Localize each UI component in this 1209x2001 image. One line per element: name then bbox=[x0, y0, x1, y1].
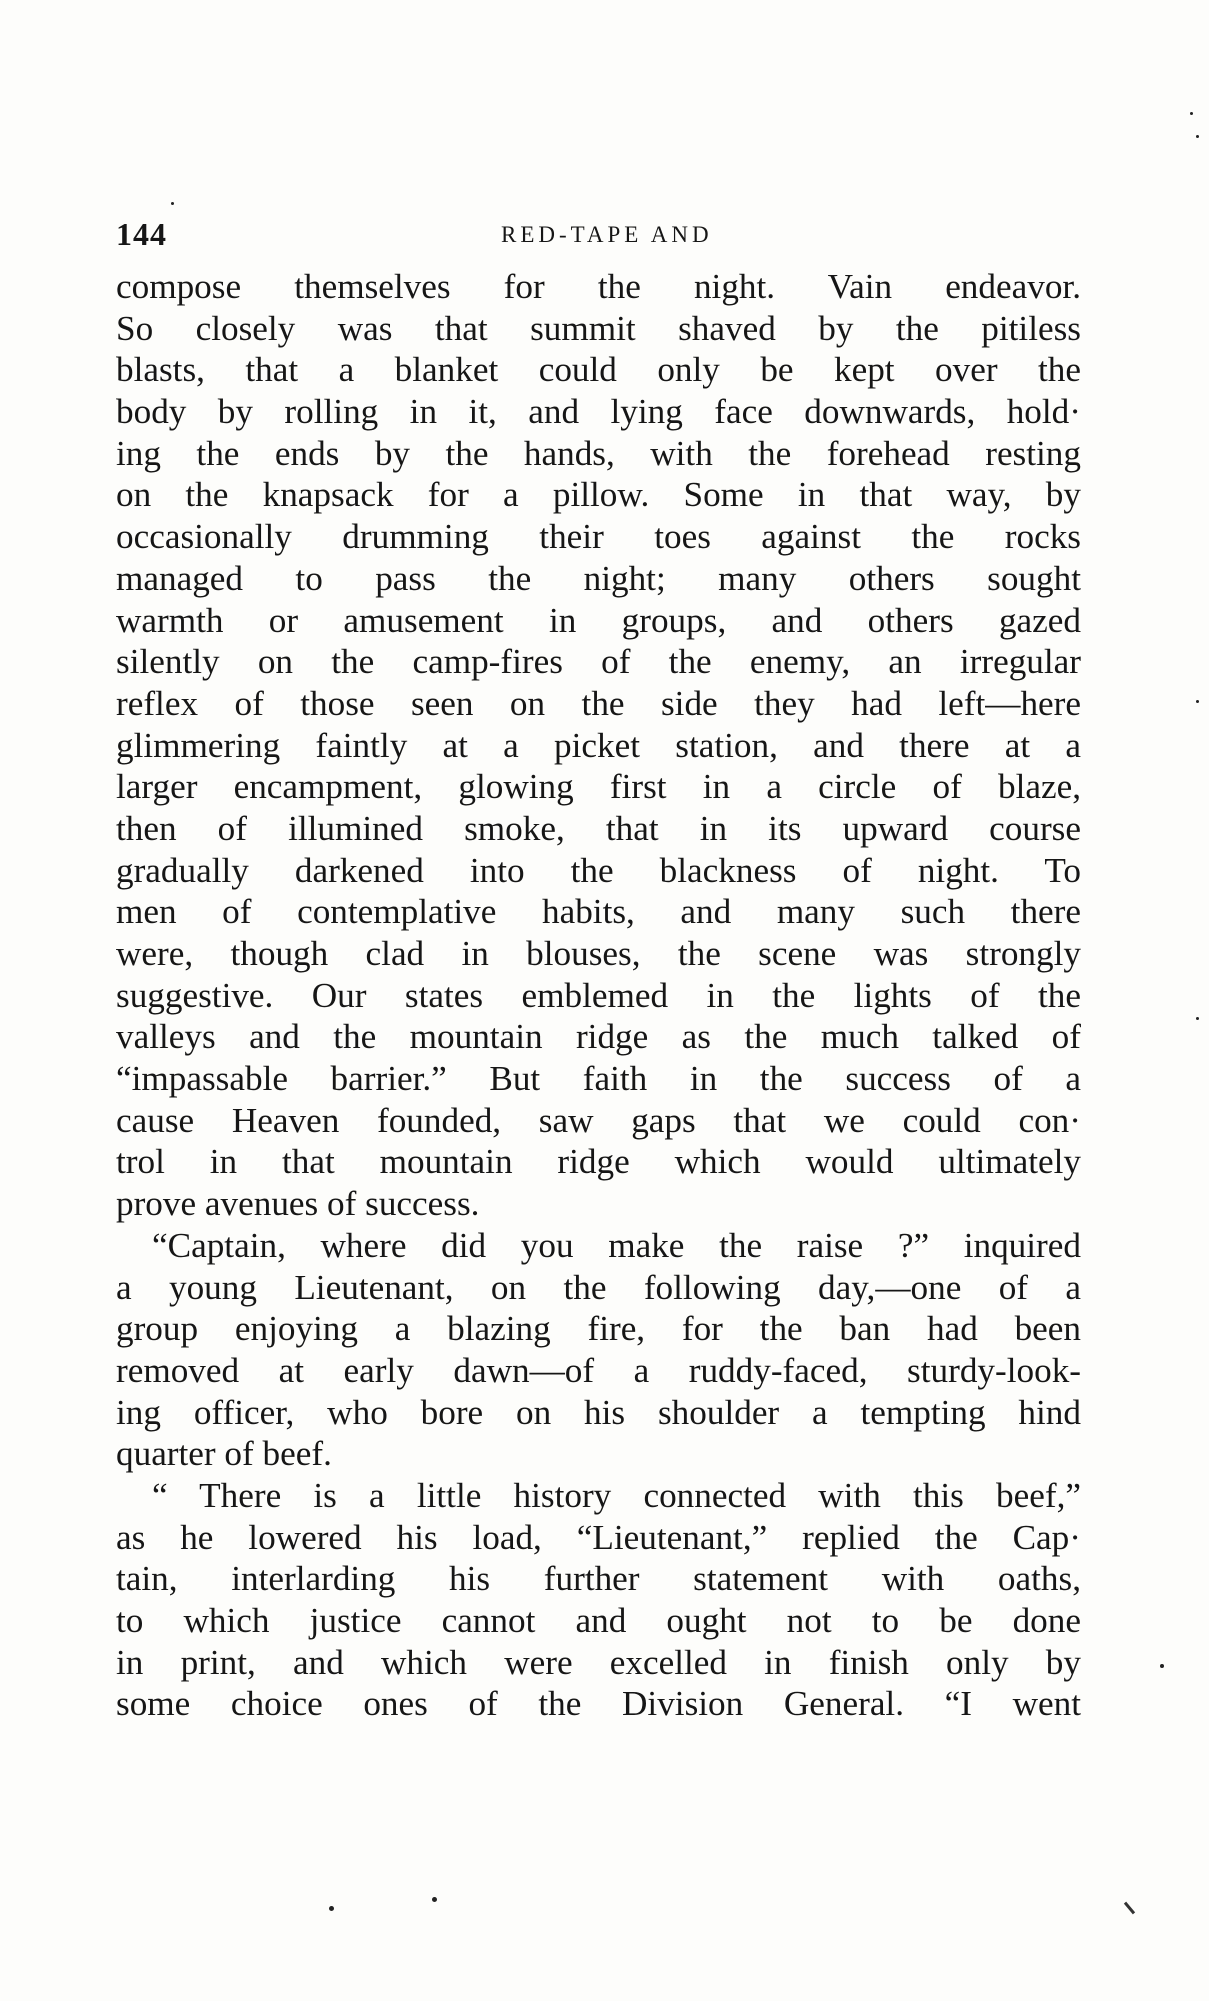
paragraph bbox=[116, 1225, 1081, 1475]
running-head: RED-TAPE AND bbox=[501, 222, 713, 247]
text-line: prove avenues of success. bbox=[116, 1184, 480, 1224]
text-line: body by rolling in it, and lying face downwards, hold· bbox=[116, 392, 1081, 432]
text-line: a young Lieutenant, on the following day,—one of a bbox=[116, 1267, 1081, 1307]
paragraph bbox=[116, 266, 1081, 1225]
body-text bbox=[116, 266, 1081, 1725]
print-speck bbox=[1190, 112, 1193, 115]
text-line: as he lowered his load, “Lieutenant,” replied the Cap· bbox=[116, 1517, 1081, 1557]
print-speck bbox=[1196, 700, 1199, 703]
text-line: ing officer, who bore on his shoulder a tempting hind bbox=[116, 1392, 1081, 1432]
text-line: men of contemplative habits, and many such there bbox=[116, 892, 1081, 932]
text-line: warmth or amusement in groups, and others gazed bbox=[116, 600, 1081, 640]
text-line: on the knapsack for a pillow. Some in that way, by bbox=[116, 475, 1081, 515]
text-line: gradually darkened into the blackness of night. To bbox=[116, 850, 1081, 890]
text-line: to which justice cannot and ought not to be done bbox=[116, 1601, 1081, 1640]
text-line: “ There is a little history connected with this beef,” bbox=[152, 1475, 1081, 1515]
text-line: compose themselves for the night. Vain endeavor. bbox=[116, 267, 1081, 306]
text-line: blasts, that a blanket could only be kept over the bbox=[116, 350, 1081, 390]
text-line: group enjoying a blazing fire, for the ban had been bbox=[116, 1309, 1081, 1349]
print-speck bbox=[1196, 1017, 1199, 1020]
text-line: managed to pass the night; many others sought bbox=[116, 558, 1081, 598]
text-line: removed at early dawn—of a ruddy-faced, sturdy-look- bbox=[116, 1350, 1081, 1390]
text-line: were, though clad in blouses, the scene was strongly bbox=[116, 934, 1081, 973]
text-line: reflex of those seen on the side they had left—here bbox=[116, 683, 1081, 723]
text-line: “Captain, where did you make the raise ?” inquired bbox=[152, 1225, 1081, 1265]
print-speck bbox=[329, 1906, 334, 1911]
print-speck bbox=[171, 202, 174, 205]
text-line: trol in that mountain ridge which would ultimately bbox=[116, 1142, 1081, 1182]
text-line: in print, and which were excelled in finish only by bbox=[116, 1642, 1081, 1682]
print-speck bbox=[432, 1897, 437, 1902]
page-number: 144 bbox=[116, 216, 167, 252]
text-line: glimmering faintly at a picket station, and there at a bbox=[116, 725, 1081, 765]
text-line: valleys and the mountain ridge as the much talked of bbox=[116, 1017, 1081, 1057]
print-speck bbox=[1196, 135, 1199, 138]
text-line: quarter of beef. bbox=[116, 1434, 332, 1474]
text-line: silently on the camp-fires of the enemy, an irregular bbox=[116, 642, 1081, 682]
text-line: then of illumined smoke, that in its upward course bbox=[116, 808, 1081, 848]
text-line: larger encampment, glowing first in a circle of blaze, bbox=[116, 767, 1081, 807]
print-mark bbox=[1124, 1902, 1135, 1915]
text-line: “impassable barrier.” But faith in the success of a bbox=[116, 1059, 1081, 1099]
text-line: suggestive. Our states emblemed in the lights of the bbox=[116, 975, 1081, 1015]
text-line: occasionally drumming their toes against the rocks bbox=[116, 517, 1081, 557]
text-line: some choice ones of the Division General. “I went bbox=[116, 1684, 1081, 1724]
paragraph bbox=[116, 1475, 1081, 1725]
text-line: ing the ends by the hands, with the forehead resting bbox=[116, 433, 1081, 473]
text-line: cause Heaven founded, saw gaps that we could con· bbox=[116, 1100, 1081, 1140]
page-header bbox=[116, 216, 1081, 256]
print-speck bbox=[1160, 1664, 1164, 1668]
text-line: So closely was that summit shaved by the pitiless bbox=[116, 308, 1081, 348]
text-line: tain, interlarding his further statement with oaths, bbox=[116, 1559, 1081, 1599]
